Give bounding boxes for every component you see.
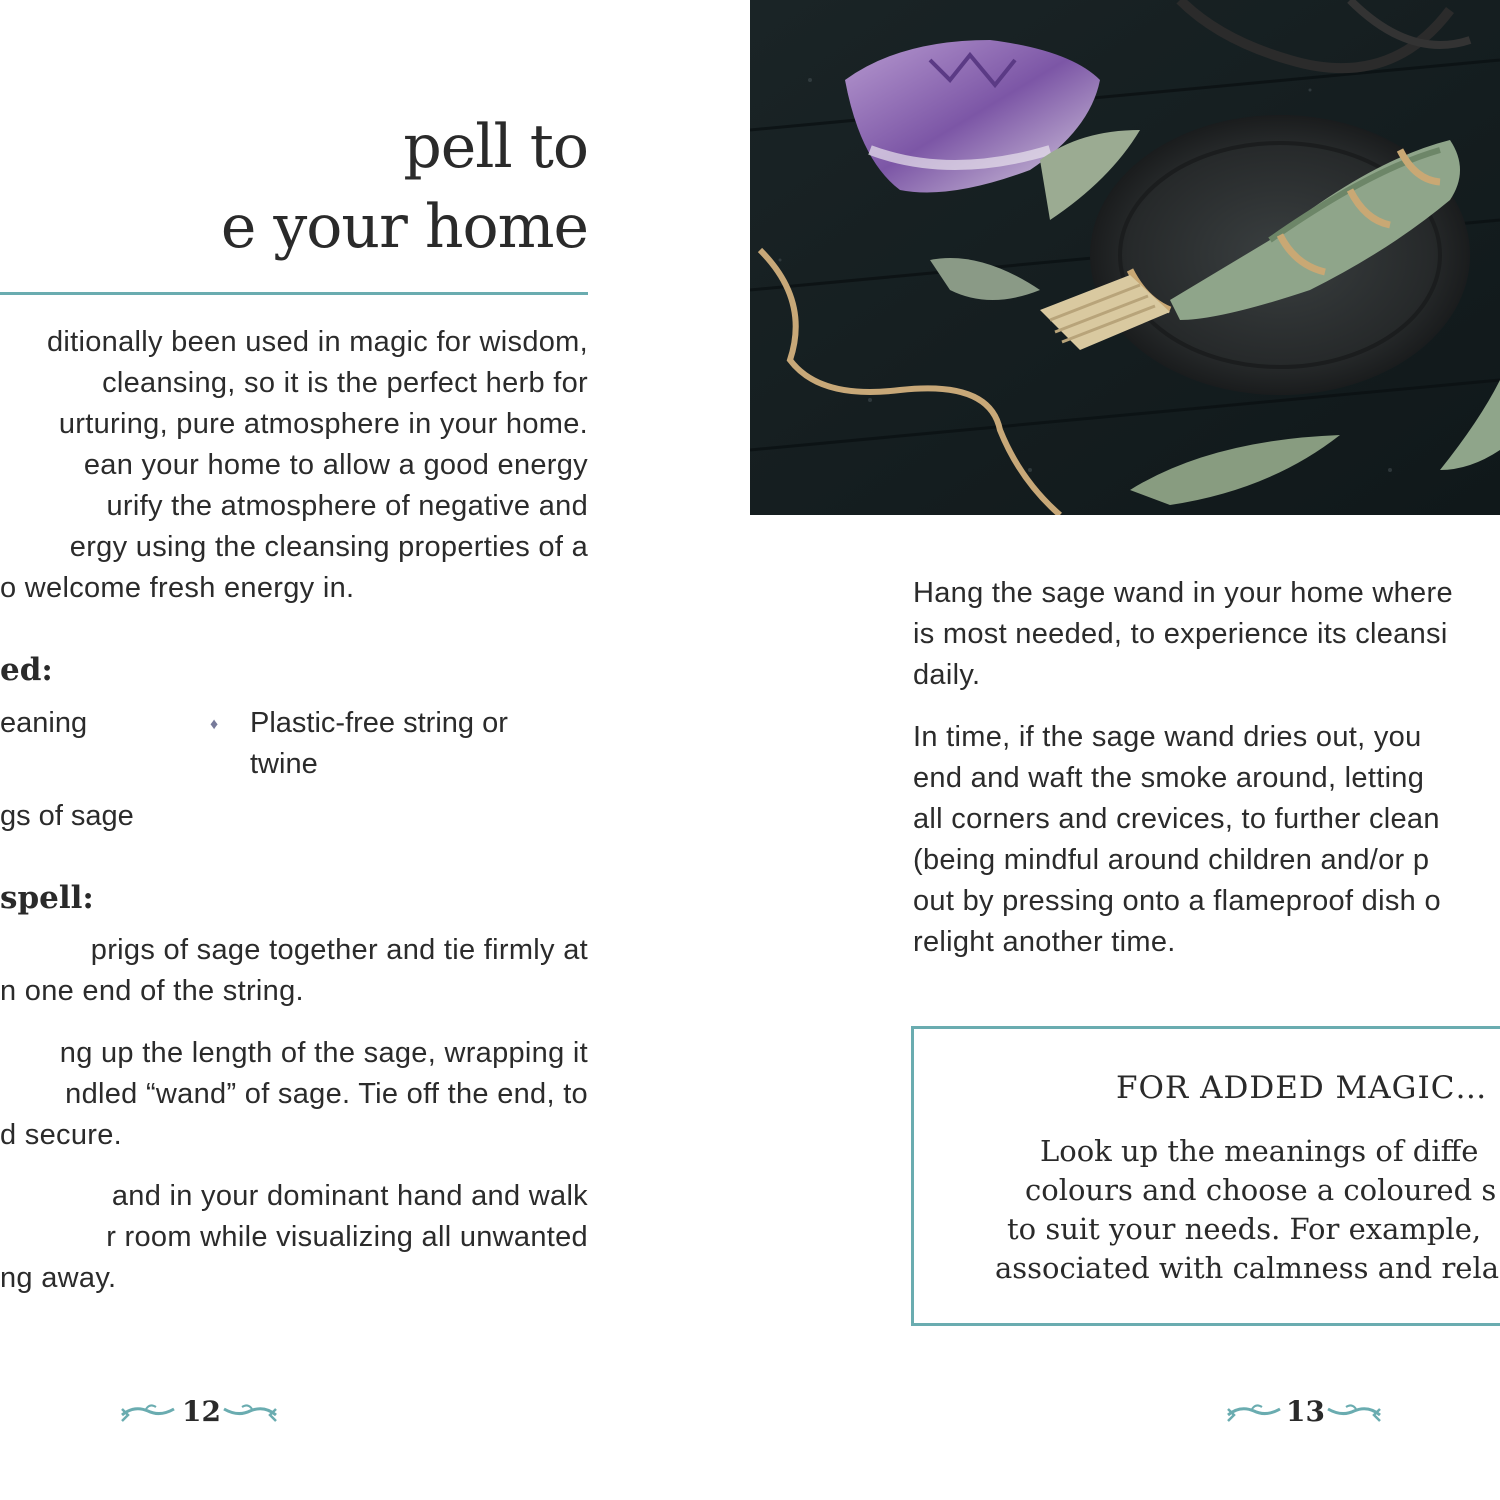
step-line: ndled “wand” of sage. Tie off the end, to (65, 1078, 588, 1110)
page-number: 12 (182, 1395, 221, 1428)
box-line: Look up the meanings of diffe (1040, 1134, 1479, 1168)
sage-crystal-photo (750, 0, 1500, 515)
page-number-13 (1226, 1395, 1386, 1429)
intro-line: urturing, pure atmosphere in your home. (58, 408, 588, 440)
intro-line: ergy using the cleansing properties of a (69, 531, 588, 563)
step-line: and in your dominant hand and walk (111, 1180, 588, 1212)
para2-line: end and waft the smoke around, letting (913, 762, 1425, 794)
box-line: to suit your needs. For example, (1007, 1212, 1482, 1246)
intro-line: ditionally been used in magic for wisdom, (46, 326, 588, 358)
step-line: ng away. (0, 1262, 117, 1294)
title-divider (0, 292, 588, 295)
para2-line: In time, if the sage wand dries out, you (913, 721, 1422, 753)
para2-line: relight another time. (913, 926, 1176, 958)
para2-line: out by pressing onto a flameproof dish o (913, 885, 1441, 917)
intro-line: cleansing, so it is the perfect herb for (102, 367, 588, 399)
flourish-left-icon (120, 1395, 178, 1429)
needed-item: eaning (0, 707, 88, 739)
step-line: n one end of the string. (0, 975, 304, 1007)
page-number: 13 (1286, 1395, 1325, 1428)
diamond-bullet-icon: ♦ (210, 716, 219, 733)
para2-line: (being mindful around children and/or p (913, 844, 1430, 876)
needed-item: Plastic-free string or (250, 707, 508, 739)
intro-line: ean your home to allow a good energy (83, 449, 588, 481)
needed-heading: ed: (0, 652, 53, 688)
para1-line: Hang the sage wand in your home where (913, 577, 1453, 609)
page-title-line-1: pell to (403, 112, 588, 182)
flourish-left-icon (1226, 1395, 1284, 1429)
step-line: ng up the length of the sage, wrapping it (59, 1037, 588, 1069)
step-line: r room while visualizing all unwanted (106, 1221, 588, 1253)
step-line: prigs of sage together and tie firmly at (90, 934, 588, 966)
needed-item: gs of sage (0, 800, 134, 832)
spell-heading: spell: (0, 880, 94, 916)
added-magic-title: FOR ADDED MAGIC… (1116, 1070, 1488, 1106)
flourish-right-icon (220, 1395, 278, 1429)
page-title-line-2: e your home (220, 192, 588, 262)
intro-line: o welcome fresh energy in. (0, 572, 355, 604)
box-line: colours and choose a coloured s (1025, 1173, 1497, 1207)
needed-item: twine (250, 748, 318, 780)
para1-line: is most needed, to experience its cleansi (913, 618, 1448, 650)
intro-line: urify the atmosphere of negative and (106, 490, 588, 522)
para1-line: daily. (913, 659, 981, 691)
flourish-right-icon (1324, 1395, 1382, 1429)
step-line: d secure. (0, 1119, 122, 1151)
box-line: associated with calmness and rela (995, 1251, 1500, 1285)
page-number-12 (120, 1395, 280, 1429)
para2-line: all corners and crevices, to further clean (913, 803, 1440, 835)
